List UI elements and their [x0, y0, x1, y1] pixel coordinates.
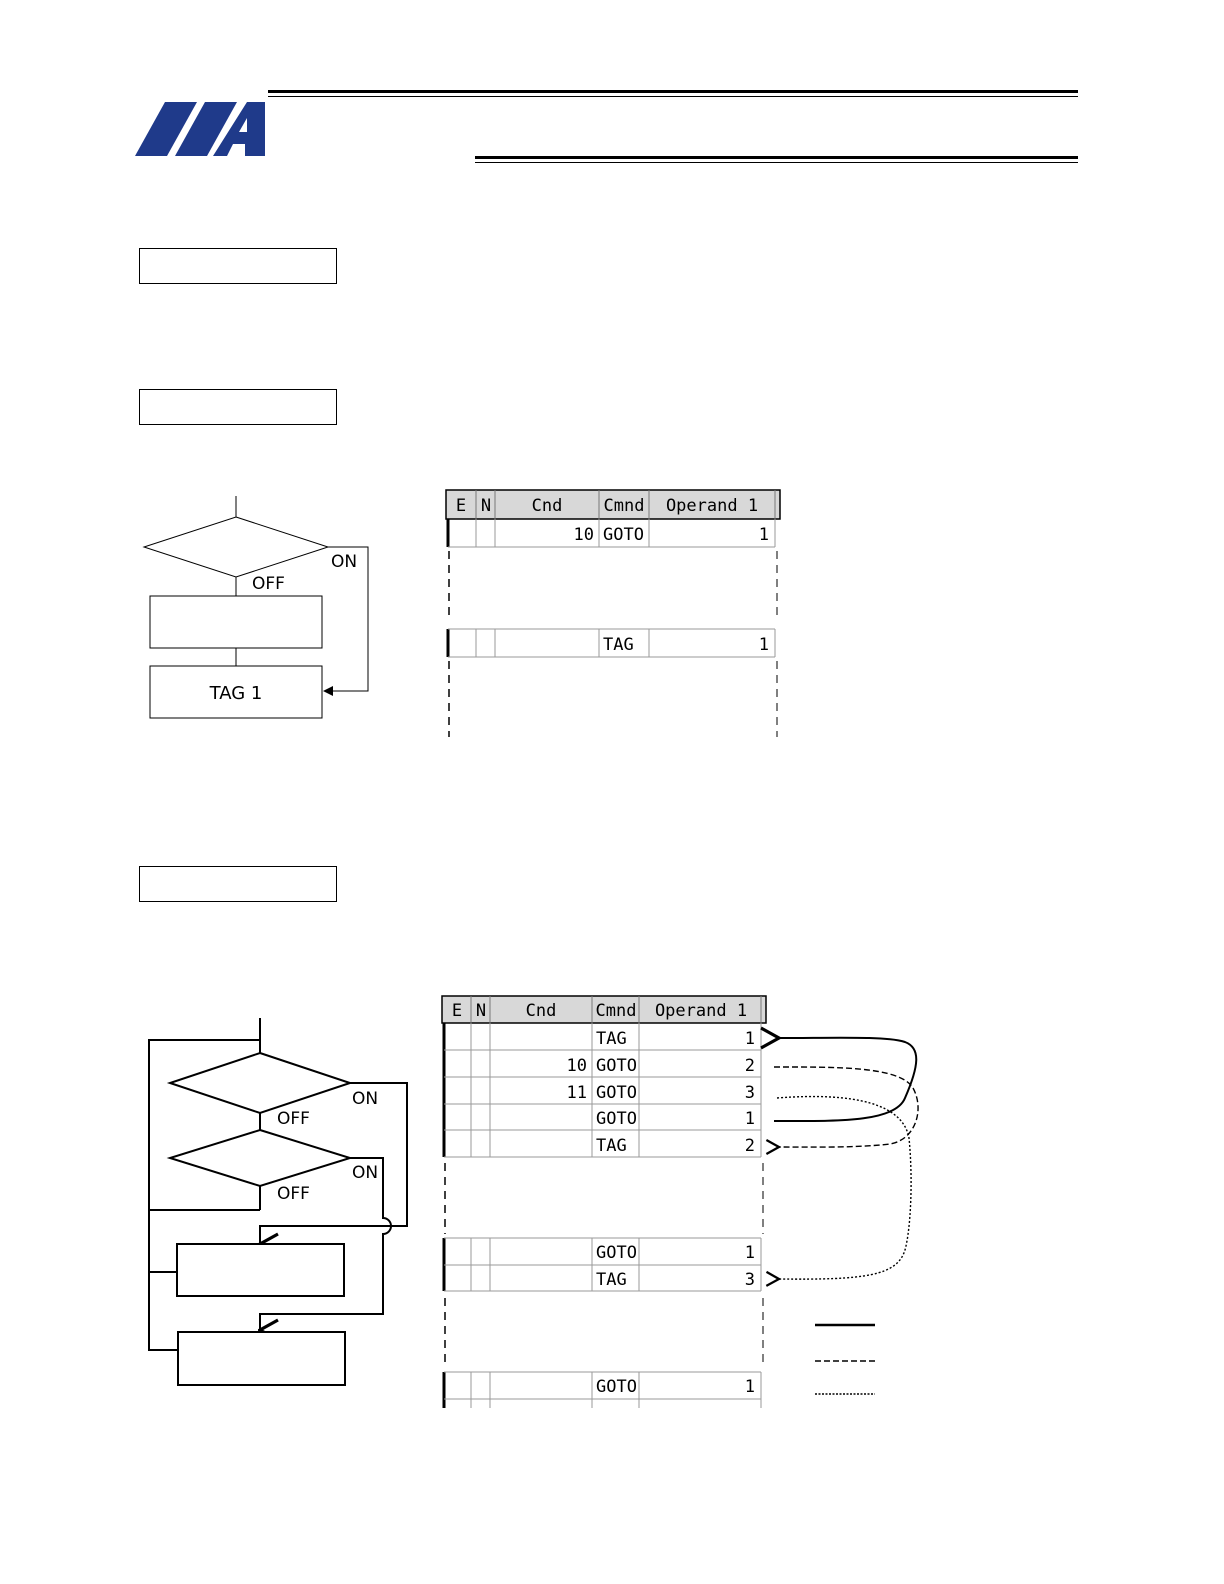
grid2-row7-operand: 3: [744, 1270, 755, 1290]
grid2-row2-cnd: 10: [566, 1056, 587, 1076]
grid2-row4-cmnd: GOTO: [596, 1109, 637, 1129]
grid1-row-1: [448, 519, 775, 547]
grid2-row8-operand: 1: [744, 1377, 755, 1397]
flowchart-2: [140, 1010, 420, 1395]
section-label-box-1: [139, 248, 337, 284]
brand-logo: [135, 100, 267, 160]
jump-arrow-goto3-to-tag3: [777, 1097, 911, 1280]
grid1-row1-cmnd: GOTO: [603, 525, 644, 545]
flowchart-1: [130, 490, 390, 730]
section-label-box-3: [139, 866, 337, 902]
grid1-header-cmnd: Cmnd: [603, 496, 645, 516]
grid2-header-n: N: [475, 1001, 487, 1021]
grid2-header-e: E: [451, 1001, 463, 1021]
header-rule-bottom: [475, 156, 1078, 163]
grid1-header-n: N: [480, 496, 492, 516]
grid2-header-cnd: Cnd: [525, 1001, 557, 1021]
grid1-row2-operand: 1: [758, 635, 769, 655]
grid2-row5-cmnd: TAG: [596, 1136, 627, 1156]
program-grid-1: [440, 485, 790, 745]
grid2-row6-cmnd: GOTO: [596, 1243, 637, 1263]
flow2-decision-diamond-1: [170, 1053, 350, 1113]
flow2-decision-diamond-2: [170, 1130, 350, 1186]
jump-arrow-goto1-to-tag1: [774, 1038, 916, 1121]
grid2-row8-cmnd: GOTO: [596, 1377, 637, 1397]
section-label-box-2: [139, 389, 337, 425]
grid2-row3-cnd: 11: [566, 1083, 587, 1103]
grid2-header-cmnd: Cmnd: [595, 1001, 637, 1021]
flow1-process-box: [150, 596, 322, 648]
flow2-process-box-2: [178, 1332, 345, 1385]
grid1-header-operand1: Operand 1: [665, 496, 759, 516]
grid1-row2-cmnd: TAG: [603, 635, 634, 655]
flow1-off-label: OFF: [252, 574, 285, 594]
flow1-on-label: ON: [331, 552, 358, 572]
grid2-row1-cmnd: TAG: [596, 1029, 627, 1049]
grid2-row7-cmnd: TAG: [596, 1270, 627, 1290]
grid1-row1-cnd: 10: [573, 525, 594, 545]
grid2-row3-operand: 3: [744, 1083, 755, 1103]
program-grid-2: [435, 988, 955, 1413]
flow2-off2-label: OFF: [277, 1184, 310, 1204]
grid2-row3-cmnd: GOTO: [596, 1083, 637, 1103]
grid2-row2-cmnd: GOTO: [596, 1056, 637, 1076]
flow1-tag-label: TAG 1: [209, 683, 263, 704]
grid1-header-cnd: Cnd: [531, 496, 563, 516]
flow2-on2-label: ON: [352, 1163, 379, 1183]
flow2-on1-label: ON: [352, 1089, 379, 1109]
flow1-decision-diamond: [144, 517, 328, 577]
grid2-row4-operand: 1: [744, 1109, 755, 1129]
header-rule-top: [268, 90, 1078, 97]
grid2-row1-operand: 1: [744, 1029, 755, 1049]
grid1-row-2: [448, 629, 775, 657]
grid1-header-e: E: [455, 496, 467, 516]
grid2-row2-operand: 2: [744, 1056, 755, 1076]
flow2-off1-label: OFF: [277, 1109, 310, 1129]
grid1-row1-operand: 1: [758, 525, 769, 545]
grid2-header-operand1: Operand 1: [654, 1001, 748, 1021]
grid2-row5-operand: 2: [744, 1136, 755, 1156]
grid2-row6-operand: 1: [744, 1243, 755, 1263]
flow2-process-box-1: [177, 1244, 344, 1296]
